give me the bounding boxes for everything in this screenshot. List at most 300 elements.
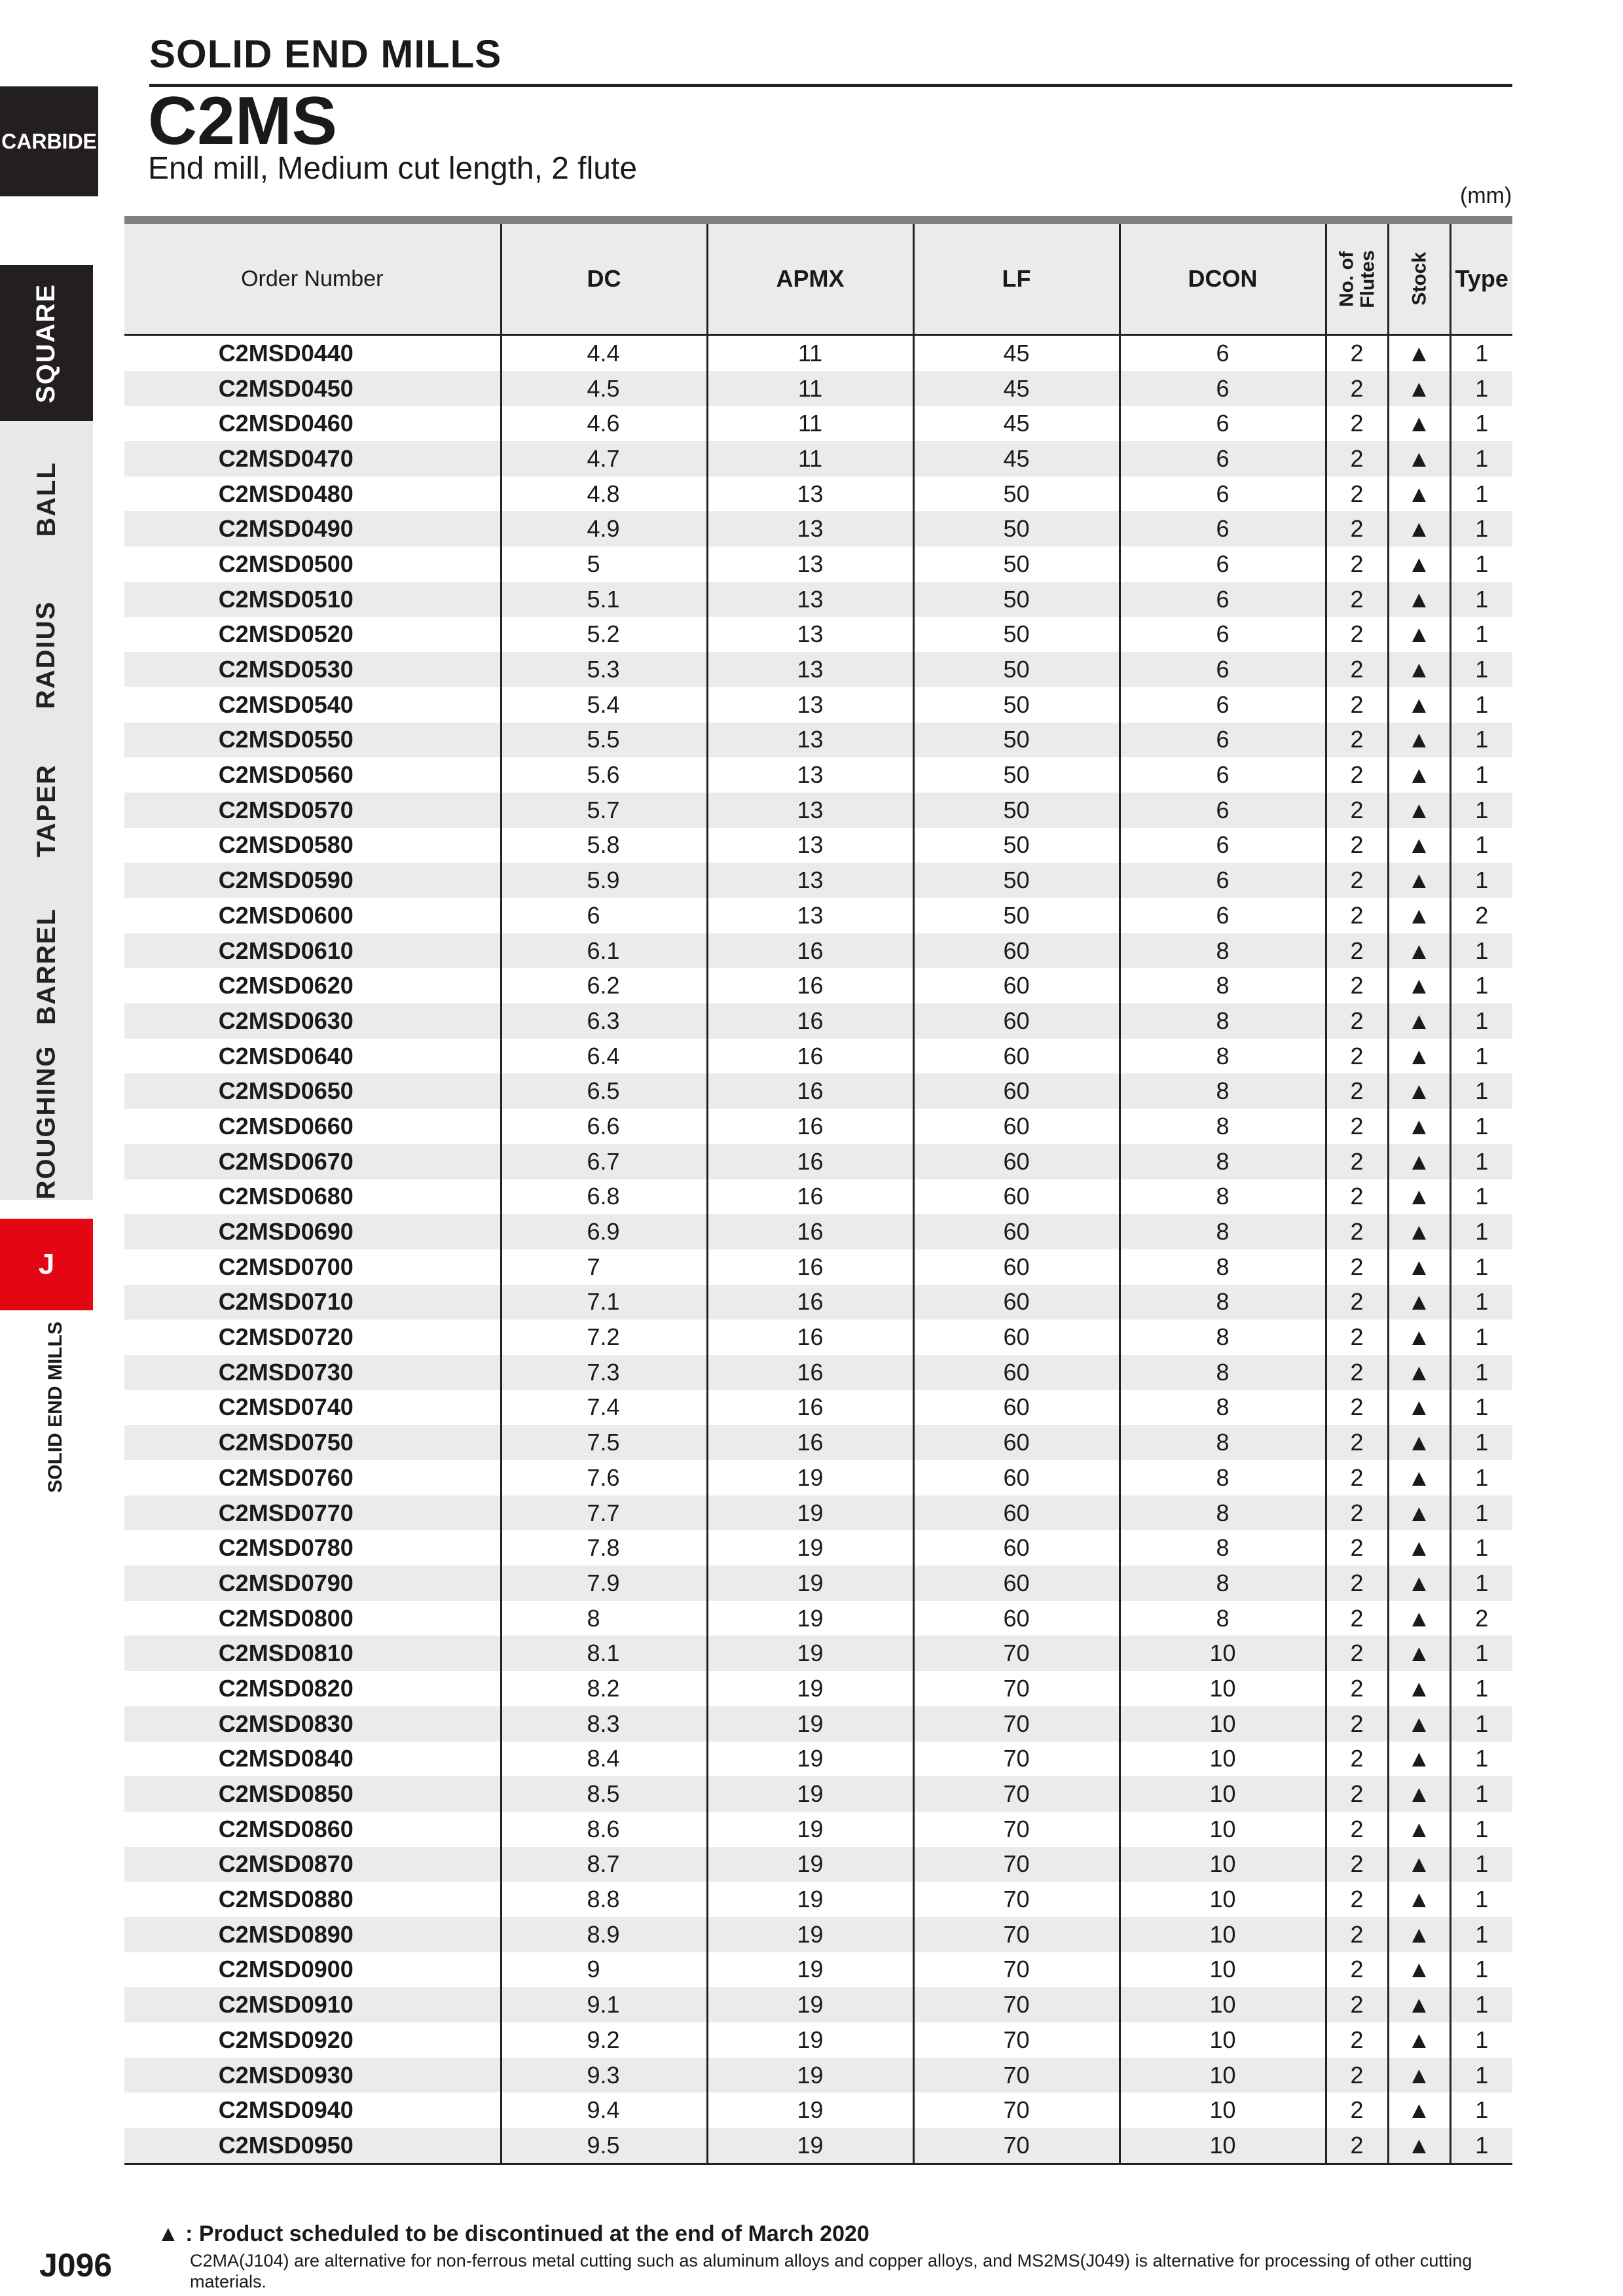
stock-triangle-icon: ▲ bbox=[1388, 1812, 1450, 1847]
flutes-cell: 2 bbox=[1326, 1987, 1388, 2022]
apmx-cell: 11 bbox=[707, 441, 913, 476]
order-number-text: C2MSD0540 bbox=[218, 691, 354, 718]
dc-cell: 5.1 bbox=[501, 582, 707, 617]
type-cell: 2 bbox=[1450, 898, 1512, 933]
dc-cell: 9.4 bbox=[501, 2092, 707, 2128]
lf-cell: 60 bbox=[913, 1214, 1120, 1249]
flutes-cell: 2 bbox=[1326, 1214, 1388, 1249]
stock-triangle-icon: ▲ bbox=[1388, 1460, 1450, 1496]
order-number-text: C2MSD0510 bbox=[218, 585, 354, 613]
dcon-cell: 6 bbox=[1120, 547, 1326, 582]
table-row bbox=[124, 2128, 1512, 2164]
type-cell: 1 bbox=[1450, 652, 1512, 687]
table-row bbox=[124, 1496, 1512, 1531]
flutes-cell: 2 bbox=[1326, 1460, 1388, 1496]
apmx-cell: 19 bbox=[707, 1882, 913, 1917]
lf-cell: 70 bbox=[913, 2022, 1120, 2058]
order-number-cell bbox=[124, 1144, 501, 1179]
apmx-cell: 16 bbox=[707, 1390, 913, 1426]
stock-triangle-icon: ▲ bbox=[1388, 1566, 1450, 1601]
side-tab-ball[interactable] bbox=[0, 421, 93, 577]
apmx-cell: 13 bbox=[707, 757, 913, 793]
flutes-cell: 2 bbox=[1326, 898, 1388, 933]
table-row bbox=[124, 1882, 1512, 1917]
dcon-cell: 8 bbox=[1120, 1355, 1326, 1390]
flutes-cell: 2 bbox=[1326, 1073, 1388, 1109]
lf-cell: 60 bbox=[913, 1109, 1120, 1144]
type-cell: 1 bbox=[1450, 1987, 1512, 2022]
order-number-cell bbox=[124, 933, 501, 969]
dcon-cell: 8 bbox=[1120, 1390, 1326, 1426]
table-row bbox=[124, 687, 1512, 723]
table-row bbox=[124, 1249, 1512, 1285]
lf-cell: 70 bbox=[913, 1882, 1120, 1917]
apmx-cell: 19 bbox=[707, 1706, 913, 1742]
type-cell: 1 bbox=[1450, 1214, 1512, 1249]
dc-cell: 4.8 bbox=[501, 476, 707, 512]
type-cell: 1 bbox=[1450, 617, 1512, 653]
lf-cell: 50 bbox=[913, 652, 1120, 687]
order-number-text: C2MSD0660 bbox=[218, 1112, 354, 1139]
dcon-cell: 6 bbox=[1120, 723, 1326, 758]
lf-cell: 70 bbox=[913, 2128, 1120, 2164]
table-row bbox=[124, 1847, 1512, 1882]
side-tab-label: TAPER bbox=[31, 763, 61, 857]
stock-triangle-icon: ▲ bbox=[1388, 723, 1450, 758]
stock-triangle-icon: ▲ bbox=[1388, 1530, 1450, 1566]
order-number-cell bbox=[124, 1601, 501, 1636]
dcon-cell: 8 bbox=[1120, 1530, 1326, 1566]
dcon-cell: 8 bbox=[1120, 1003, 1326, 1039]
flutes-cell: 2 bbox=[1326, 1109, 1388, 1144]
order-number-text: C2MSD0670 bbox=[218, 1147, 354, 1175]
type-cell: 1 bbox=[1450, 1355, 1512, 1390]
side-tab-taper[interactable] bbox=[0, 732, 93, 888]
order-number-text: C2MSD0610 bbox=[218, 937, 354, 964]
order-number-text: C2MSD0570 bbox=[218, 796, 354, 823]
order-number-cell bbox=[124, 1636, 501, 1671]
lf-cell: 60 bbox=[913, 1319, 1120, 1355]
type-cell: 1 bbox=[1450, 1109, 1512, 1144]
lf-cell: 70 bbox=[913, 1636, 1120, 1671]
stock-triangle-icon: ▲ bbox=[1388, 1601, 1450, 1636]
order-number-cell bbox=[124, 1530, 501, 1566]
header-dc: DC bbox=[501, 220, 707, 335]
table-row bbox=[124, 1073, 1512, 1109]
dcon-cell: 10 bbox=[1120, 1952, 1326, 1988]
dc-cell: 6.6 bbox=[501, 1109, 707, 1144]
table-row bbox=[124, 1671, 1512, 1706]
stock-triangle-icon: ▲ bbox=[1388, 2092, 1450, 2128]
lf-cell: 60 bbox=[913, 1249, 1120, 1285]
order-number-cell bbox=[124, 898, 501, 933]
table-body bbox=[124, 335, 1512, 2164]
apmx-cell: 19 bbox=[707, 1530, 913, 1566]
stock-triangle-icon: ▲ bbox=[1388, 1109, 1450, 1144]
stock-triangle-icon: ▲ bbox=[1388, 757, 1450, 793]
table-row bbox=[124, 1319, 1512, 1355]
order-number-cell bbox=[124, 2058, 501, 2093]
order-number-cell bbox=[124, 1671, 501, 1706]
type-cell: 1 bbox=[1450, 1952, 1512, 1988]
dcon-cell: 8 bbox=[1120, 1285, 1326, 1320]
stock-triangle-icon: ▲ bbox=[1388, 793, 1450, 828]
table-row bbox=[124, 968, 1512, 1003]
apmx-cell: 16 bbox=[707, 1003, 913, 1039]
stock-triangle-icon: ▲ bbox=[1388, 1636, 1450, 1671]
order-number-cell bbox=[124, 1390, 501, 1426]
flutes-cell: 2 bbox=[1326, 652, 1388, 687]
order-number-cell bbox=[124, 1109, 501, 1144]
lf-cell: 60 bbox=[913, 933, 1120, 969]
dc-cell: 7.7 bbox=[501, 1496, 707, 1531]
flutes-cell: 2 bbox=[1326, 1319, 1388, 1355]
dc-cell: 5.4 bbox=[501, 687, 707, 723]
type-cell: 1 bbox=[1450, 582, 1512, 617]
type-cell: 1 bbox=[1450, 687, 1512, 723]
order-number-cell bbox=[124, 1460, 501, 1496]
table-row bbox=[124, 863, 1512, 898]
table-row bbox=[124, 933, 1512, 969]
apmx-cell: 13 bbox=[707, 476, 913, 512]
header-dcon: DCON bbox=[1120, 220, 1326, 335]
order-number-text: C2MSD0530 bbox=[218, 656, 354, 683]
order-number-text: C2MSD0640 bbox=[218, 1042, 354, 1069]
order-number-cell bbox=[124, 793, 501, 828]
order-number-text: C2MSD0920 bbox=[218, 2026, 354, 2053]
order-number-text: C2MSD0770 bbox=[218, 1499, 354, 1526]
dcon-cell: 8 bbox=[1120, 968, 1326, 1003]
table-row bbox=[124, 1917, 1512, 1952]
table-row bbox=[124, 1706, 1512, 1742]
type-cell: 1 bbox=[1450, 335, 1512, 371]
lf-cell: 70 bbox=[913, 1952, 1120, 1988]
dcon-cell: 6 bbox=[1120, 582, 1326, 617]
type-cell: 1 bbox=[1450, 1671, 1512, 1706]
type-cell: 1 bbox=[1450, 2058, 1512, 2093]
lf-cell: 60 bbox=[913, 1073, 1120, 1109]
stock-triangle-icon: ▲ bbox=[1388, 1671, 1450, 1706]
table-row bbox=[124, 1601, 1512, 1636]
stock-triangle-icon: ▲ bbox=[1388, 335, 1450, 371]
order-number-cell bbox=[124, 757, 501, 793]
flutes-cell: 2 bbox=[1326, 1776, 1388, 1812]
apmx-cell: 19 bbox=[707, 1847, 913, 1882]
side-tab-roughing[interactable] bbox=[0, 1044, 93, 1200]
header-flutes: No. of Flutes bbox=[1326, 220, 1388, 335]
order-number-cell bbox=[124, 1917, 501, 1952]
dc-cell: 5.7 bbox=[501, 793, 707, 828]
table-row bbox=[124, 1355, 1512, 1390]
lf-cell: 70 bbox=[913, 1671, 1120, 1706]
stock-triangle-icon: ▲ bbox=[1388, 1987, 1450, 2022]
dcon-cell: 6 bbox=[1120, 441, 1326, 476]
dcon-cell: 10 bbox=[1120, 2058, 1326, 2093]
stock-triangle-icon: ▲ bbox=[1388, 652, 1450, 687]
type-cell: 1 bbox=[1450, 1073, 1512, 1109]
apmx-cell: 13 bbox=[707, 652, 913, 687]
order-number-text: C2MSD0650 bbox=[218, 1077, 354, 1105]
flutes-cell: 2 bbox=[1326, 547, 1388, 582]
order-number-text: C2MSD0580 bbox=[218, 831, 354, 859]
order-number-text: C2MSD0860 bbox=[218, 1815, 354, 1842]
lf-cell: 50 bbox=[913, 511, 1120, 547]
type-cell: 1 bbox=[1450, 371, 1512, 406]
dcon-cell: 8 bbox=[1120, 1601, 1326, 1636]
apmx-cell: 16 bbox=[707, 968, 913, 1003]
side-tab-barrel[interactable] bbox=[0, 888, 93, 1044]
table-row bbox=[124, 828, 1512, 863]
stock-triangle-icon: ▲ bbox=[1388, 2128, 1450, 2164]
flutes-cell: 2 bbox=[1326, 828, 1388, 863]
order-number-text: C2MSD0930 bbox=[218, 2061, 354, 2089]
dc-cell: 6 bbox=[501, 898, 707, 933]
dc-cell: 6.3 bbox=[501, 1003, 707, 1039]
apmx-cell: 16 bbox=[707, 1109, 913, 1144]
header-lf: LF bbox=[913, 220, 1120, 335]
stock-triangle-icon: ▲ bbox=[1388, 1319, 1450, 1355]
product-code: C2MS bbox=[148, 83, 337, 159]
side-tab-square[interactable] bbox=[0, 265, 93, 421]
dcon-cell: 10 bbox=[1120, 1636, 1326, 1671]
lf-cell: 70 bbox=[913, 1706, 1120, 1742]
apmx-cell: 13 bbox=[707, 898, 913, 933]
dc-cell: 4.4 bbox=[501, 335, 707, 371]
type-cell: 1 bbox=[1450, 511, 1512, 547]
stock-triangle-icon: ▲ bbox=[1388, 1039, 1450, 1074]
order-number-text: C2MSD0910 bbox=[218, 1991, 354, 2018]
type-cell: 1 bbox=[1450, 1496, 1512, 1531]
spec-table bbox=[124, 216, 1512, 2165]
type-cell: 1 bbox=[1450, 1742, 1512, 1777]
dcon-cell: 6 bbox=[1120, 828, 1326, 863]
order-number-cell bbox=[124, 1496, 501, 1531]
stock-triangle-icon: ▲ bbox=[1388, 406, 1450, 441]
order-number-cell bbox=[124, 547, 501, 582]
lf-cell: 50 bbox=[913, 828, 1120, 863]
table-row bbox=[124, 582, 1512, 617]
table-row bbox=[124, 898, 1512, 933]
dc-cell: 8.1 bbox=[501, 1636, 707, 1671]
dc-cell: 9 bbox=[501, 1952, 707, 1988]
apmx-cell: 13 bbox=[707, 687, 913, 723]
flutes-cell: 2 bbox=[1326, 1039, 1388, 1074]
dcon-cell: 6 bbox=[1120, 617, 1326, 653]
table-row bbox=[124, 1460, 1512, 1496]
lf-cell: 70 bbox=[913, 1776, 1120, 1812]
type-cell: 1 bbox=[1450, 1530, 1512, 1566]
order-number-cell bbox=[124, 1319, 501, 1355]
dcon-cell: 8 bbox=[1120, 1249, 1326, 1285]
dcon-cell: 10 bbox=[1120, 2022, 1326, 2058]
flutes-cell: 2 bbox=[1326, 968, 1388, 1003]
dc-cell: 7 bbox=[501, 1249, 707, 1285]
table-row bbox=[124, 1390, 1512, 1426]
dc-cell: 7.5 bbox=[501, 1425, 707, 1460]
type-cell: 1 bbox=[1450, 1425, 1512, 1460]
table-row bbox=[124, 1039, 1512, 1074]
section-letter-tab: J bbox=[0, 1219, 93, 1310]
apmx-cell: 13 bbox=[707, 828, 913, 863]
lf-cell: 50 bbox=[913, 547, 1120, 582]
flutes-cell: 2 bbox=[1326, 406, 1388, 441]
order-number-text: C2MSD0480 bbox=[218, 480, 354, 507]
lf-cell: 50 bbox=[913, 898, 1120, 933]
table-row bbox=[124, 2092, 1512, 2128]
lf-cell: 50 bbox=[913, 723, 1120, 758]
table-row bbox=[124, 1776, 1512, 1812]
table-row bbox=[124, 723, 1512, 758]
apmx-cell: 19 bbox=[707, 2058, 913, 2093]
table-row bbox=[124, 1952, 1512, 1988]
apmx-cell: 16 bbox=[707, 1144, 913, 1179]
apmx-cell: 16 bbox=[707, 1425, 913, 1460]
dcon-cell: 6 bbox=[1120, 511, 1326, 547]
order-number-text: C2MSD0940 bbox=[218, 2096, 354, 2124]
dcon-cell: 10 bbox=[1120, 1671, 1326, 1706]
apmx-cell: 19 bbox=[707, 1671, 913, 1706]
apmx-cell: 19 bbox=[707, 1812, 913, 1847]
flutes-cell: 2 bbox=[1326, 2128, 1388, 2164]
flutes-cell: 2 bbox=[1326, 863, 1388, 898]
dc-cell: 9.3 bbox=[501, 2058, 707, 2093]
side-tab-label: ROUGHING bbox=[31, 1045, 61, 1199]
table-row bbox=[124, 1425, 1512, 1460]
dc-cell: 7.8 bbox=[501, 1530, 707, 1566]
dc-cell: 5.5 bbox=[501, 723, 707, 758]
type-cell: 1 bbox=[1450, 1917, 1512, 1952]
dcon-cell: 6 bbox=[1120, 652, 1326, 687]
page-number: J096 bbox=[39, 2247, 113, 2284]
order-number-cell bbox=[124, 1003, 501, 1039]
dcon-cell: 10 bbox=[1120, 1812, 1326, 1847]
order-number-cell bbox=[124, 1179, 501, 1215]
apmx-cell: 19 bbox=[707, 1496, 913, 1531]
apmx-cell: 16 bbox=[707, 1179, 913, 1215]
order-number-cell bbox=[124, 2022, 501, 2058]
dc-cell: 4.6 bbox=[501, 406, 707, 441]
apmx-cell: 16 bbox=[707, 1355, 913, 1390]
flutes-cell: 2 bbox=[1326, 1847, 1388, 1882]
type-cell: 1 bbox=[1450, 828, 1512, 863]
table-row bbox=[124, 371, 1512, 406]
order-number-text: C2MSD0870 bbox=[218, 1850, 354, 1878]
flutes-cell: 2 bbox=[1326, 1425, 1388, 1460]
product-description: End mill, Medium cut length, 2 flute bbox=[148, 151, 638, 186]
lf-cell: 60 bbox=[913, 1566, 1120, 1601]
flutes-cell: 2 bbox=[1326, 371, 1388, 406]
flutes-cell: 2 bbox=[1326, 757, 1388, 793]
flutes-cell: 2 bbox=[1326, 1636, 1388, 1671]
stock-triangle-icon: ▲ bbox=[1388, 1179, 1450, 1215]
table-row bbox=[124, 2058, 1512, 2093]
table-row bbox=[124, 1636, 1512, 1671]
flutes-cell: 2 bbox=[1326, 2058, 1388, 2093]
order-number-text: C2MSD0880 bbox=[218, 1886, 354, 1913]
flutes-cell: 2 bbox=[1326, 1390, 1388, 1426]
order-number-cell bbox=[124, 687, 501, 723]
stock-triangle-icon: ▲ bbox=[1388, 863, 1450, 898]
order-number-text: C2MSD0630 bbox=[218, 1007, 354, 1034]
type-cell: 1 bbox=[1450, 757, 1512, 793]
dc-cell: 7.3 bbox=[501, 1355, 707, 1390]
dcon-cell: 6 bbox=[1120, 335, 1326, 371]
stock-triangle-icon: ▲ bbox=[1388, 1390, 1450, 1426]
dc-cell: 4.9 bbox=[501, 511, 707, 547]
dcon-cell: 6 bbox=[1120, 371, 1326, 406]
dc-cell: 5.2 bbox=[501, 617, 707, 653]
dc-cell: 9.5 bbox=[501, 2128, 707, 2164]
dcon-cell: 8 bbox=[1120, 1460, 1326, 1496]
dc-cell: 9.1 bbox=[501, 1987, 707, 2022]
stock-triangle-icon: ▲ bbox=[1388, 1742, 1450, 1777]
dcon-cell: 8 bbox=[1120, 1073, 1326, 1109]
order-number-cell bbox=[124, 1073, 501, 1109]
order-number-cell bbox=[124, 1425, 501, 1460]
side-tab-radius[interactable] bbox=[0, 577, 93, 732]
order-number-text: C2MSD0820 bbox=[218, 1674, 354, 1702]
stock-triangle-icon: ▲ bbox=[1388, 1003, 1450, 1039]
side-tab-label: BARREL bbox=[31, 907, 61, 1025]
dcon-cell: 8 bbox=[1120, 933, 1326, 969]
stock-triangle-icon: ▲ bbox=[1388, 476, 1450, 512]
lf-cell: 60 bbox=[913, 1355, 1120, 1390]
order-number-text: C2MSD0550 bbox=[218, 726, 354, 753]
order-number-cell bbox=[124, 2092, 501, 2128]
footnote-title: ▲ : Product scheduled to be discontinued at the end of March 2020 bbox=[157, 2221, 869, 2246]
type-cell: 1 bbox=[1450, 1179, 1512, 1215]
flutes-cell: 2 bbox=[1326, 1249, 1388, 1285]
section-side-label: SOLID END MILLS bbox=[45, 1321, 67, 1493]
order-number-text: C2MSD0840 bbox=[218, 1745, 354, 1772]
stock-triangle-icon: ▲ bbox=[1388, 1214, 1450, 1249]
dcon-cell: 8 bbox=[1120, 1179, 1326, 1215]
order-number-text: C2MSD0950 bbox=[218, 2131, 354, 2159]
order-number-text: C2MSD0810 bbox=[218, 1640, 354, 1667]
dc-cell: 7.4 bbox=[501, 1390, 707, 1426]
table-row bbox=[124, 1987, 1512, 2022]
order-number-cell bbox=[124, 1355, 501, 1390]
dc-cell: 4.7 bbox=[501, 441, 707, 476]
order-number-cell bbox=[124, 863, 501, 898]
dcon-cell: 6 bbox=[1120, 476, 1326, 512]
dc-cell: 5.9 bbox=[501, 863, 707, 898]
apmx-cell: 16 bbox=[707, 1285, 913, 1320]
stock-triangle-icon: ▲ bbox=[1388, 617, 1450, 653]
dc-cell: 8.5 bbox=[501, 1776, 707, 1812]
dcon-cell: 8 bbox=[1120, 1319, 1326, 1355]
flutes-cell: 2 bbox=[1326, 441, 1388, 476]
stock-triangle-icon: ▲ bbox=[1388, 2058, 1450, 2093]
dcon-cell: 10 bbox=[1120, 1917, 1326, 1952]
order-number-cell bbox=[124, 371, 501, 406]
apmx-cell: 19 bbox=[707, 1566, 913, 1601]
dc-cell: 6.7 bbox=[501, 1144, 707, 1179]
dcon-cell: 8 bbox=[1120, 1566, 1326, 1601]
order-number-cell bbox=[124, 1566, 501, 1601]
side-tab-label: SQUARE bbox=[31, 283, 61, 403]
order-number-text: C2MSD0750 bbox=[218, 1429, 354, 1456]
order-number-text: C2MSD0700 bbox=[218, 1253, 354, 1280]
lf-cell: 60 bbox=[913, 1390, 1120, 1426]
dcon-cell: 6 bbox=[1120, 898, 1326, 933]
dc-cell: 8 bbox=[501, 1601, 707, 1636]
table-row bbox=[124, 652, 1512, 687]
lf-cell: 70 bbox=[913, 1987, 1120, 2022]
dc-cell: 5.3 bbox=[501, 652, 707, 687]
dcon-cell: 10 bbox=[1120, 1742, 1326, 1777]
order-number-text: C2MSD0500 bbox=[218, 550, 354, 577]
